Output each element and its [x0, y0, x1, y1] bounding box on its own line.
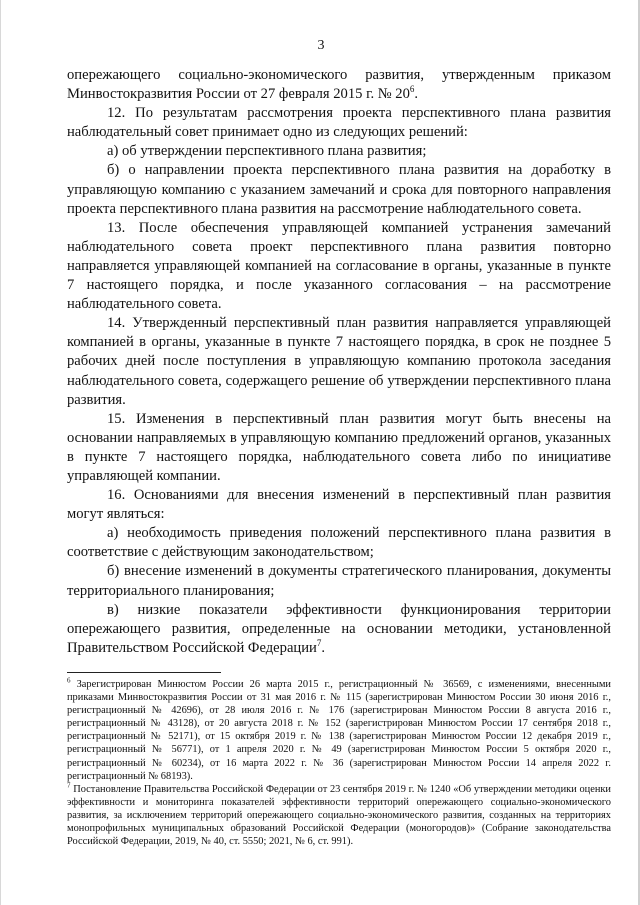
- footnote-6-text: Зарегистрирован Минюстом России 26 марта 2015 г., регистрационный № 36569, с изменениями, внесенными приказами Минвостокразвития России от 31 мая 2016 г. № 115 (зарегистрирован Минюстом России 30 июня 2016 г., регистрационный № 42696), от 28 июля 2016 г. № 176 (зарегистрирован Минюстом России 8 августа 2016 г., регистрационный № 43128), от 20 августа 2018 г. № 152 (зарегистрирован Минюстом России 17 сентября 2018 г., регистрационный № 52171), от 15 октября 2019 г. № 138 (зарегистрирован Минюстом России 12 декабря 2019 г., регистрационный № 56771), от 1 апреля 2020 г. № 49 (зарегистрирован Минюстом России 5 октября 2020 г., регистрационный № 60234), от 16 марта 2022 г. № 36 (зарегистрирован Минюстом России 14 апреля 2022 г. регистрационный № 68193).: [67, 679, 611, 782]
- page-number: 3: [317, 38, 325, 53]
- paragraph-continuation: [67, 66, 611, 104]
- paragraph-16-c-text: в) низкие показатели эффективности функционирования территории опережающего развития, определенные на основании методики, установленной Правительством Российской Федерации: [67, 601, 611, 656]
- footnote-6: [67, 678, 611, 783]
- footnote-6-marker: 6: [67, 676, 71, 685]
- footnote-7-text: Постановление Правительства Российской Федерации от 23 сентября 2019 г. № 1240 «Об утверждении методики оценки эффективности и мониторинга показателей эффективности территорий опережающего социально-экономического развития, за исключением территорий опережающего социально-экономического развития, созданных на территориях монопрофильных муниципальных образований Российской Федерации (моногородов)» (Собрание законодательства Российской Федерации, 2019, № 40, ст. 5550; 2021, № 6, ст. 991).: [67, 783, 611, 848]
- paragraph-12-b: б) о направлении проекта перспективного плана развития на доработку в управляющую компанию с указанием замечаний и срока для повторного направления проекта перспективного плана развития на рассмотрение наблюдательного совета.: [67, 162, 611, 217]
- paragraph-15: 15. Изменения в перспективный план развития могут быть внесены на основании направляемых в управляющую компанию предложений органов, указанных в пункте 7 настоящего порядка, наблюдательного совета либо по инициативе управляющей компании.: [67, 410, 611, 484]
- footnote-separator: [67, 672, 221, 673]
- paragraph-14: 14. Утвержденный перспективный план развития направляется управляющей компанией в органы, указанные в пункте 7 настоящего порядка, в срок не позднее 5 рабочих дней после поступления в управляющую компанию протокола заседания наблюдательного совета, содержащего решение об утверждении перспективного плана развития.: [67, 315, 611, 408]
- paragraph-16: 16. Основаниями для внесения изменений в перспективный план развития могут являться:: [67, 487, 611, 523]
- footnote-ref-7[interactable]: 7: [316, 637, 322, 648]
- footnote-7: [67, 783, 611, 848]
- document-body: [67, 66, 611, 658]
- footnotes: [67, 678, 611, 848]
- paragraph-16-c: [67, 601, 611, 658]
- paragraph-16-b: б) внесение изменений в документы стратегического планирования, документы территориального планирования;: [67, 563, 611, 599]
- paragraph-16-a: а) необходимость приведения положений перспективного плана развития в соответствие с действующим законодательством;: [67, 525, 611, 561]
- paragraph-16-c-end: .: [321, 639, 326, 656]
- paragraph-13: 13. После обеспечения управляющей компанией устранения замечаний наблюдательного совета проект перспективного плана развития повторно направляется управляющей компанией на согласование в органы, указанные в пункте 7 настоящего порядка, и после указанного согласования – на рассмотрение наблюдательного совета.: [67, 219, 611, 313]
- footnote-7-marker: 7: [67, 781, 71, 790]
- paragraph-continuation-end: .: [414, 86, 419, 103]
- paragraph-continuation-text: опережающего социально-экономического развития, утвержденным приказом Минвостокразвития России от 27 февраля 2015 г. № 20: [67, 67, 611, 103]
- paragraph-12: 12. По результатам рассмотрения проекта перспективного плана развития наблюдательный совет принимает одно из следующих решений:: [67, 105, 611, 141]
- footnote-ref-6[interactable]: 6: [409, 84, 415, 95]
- paragraph-12-a: а) об утверждении перспективного плана развития;: [107, 143, 427, 160]
